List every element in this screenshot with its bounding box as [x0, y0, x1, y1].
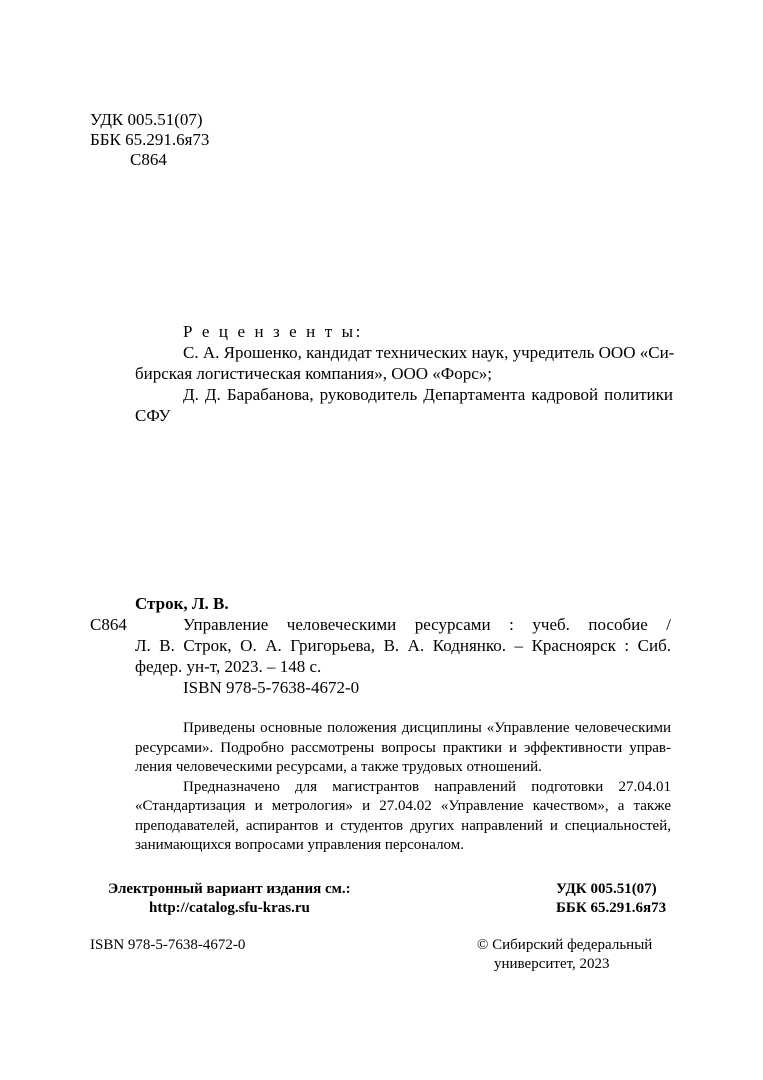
catalog-author: Строк, Л. В. [135, 594, 229, 613]
electronic-version-label: Электронный вариант издания см.: [108, 881, 351, 897]
copyright-line-2: университет, 2023 [494, 956, 610, 972]
reviewer-2-line-2: СФУ [135, 406, 171, 425]
reviewer-1-line-1: С. А. Ярошенко, кандидат технических наук, учредитель ООО «Си- [183, 343, 675, 362]
udk-code: УДК 005.51(07) [90, 110, 203, 129]
author-mark-code: С864 [130, 150, 167, 169]
reviewer-2-line-1: Д. Д. Барабанова, руководитель Департамента кадровой политики [183, 385, 673, 404]
footer-isbn: ISBN 978-5-7638-4672-0 [90, 937, 246, 953]
annotation-p2-line-4: занимающихся вопросами управления персоналом. [135, 837, 465, 853]
catalog-line-1: Управление человеческими ресурсами : учеб. пособие / [183, 615, 671, 634]
reviewers-block [135, 342, 673, 426]
annotation-p2-line-1: Предназначено для магистрантов направлений подготовки 27.04.01 [183, 778, 671, 795]
catalog-line-3: федер. ун-т, 2023. – 148 с. [135, 657, 322, 676]
electronic-version-url: http://catalog.sfu-kras.ru [149, 900, 310, 916]
annotation-p2-line-2: «Стандартизация и метрология» и 27.04.02 «Управление качеством», а также [135, 798, 671, 814]
annotation-p2-line-3: преподавателей, аспирантов и студентов других направлений и специальностей, [135, 817, 671, 834]
annotation-p1-line-2: ресурсами». Подробно рассмотрены вопросы практики и эффективности управ- [135, 739, 671, 756]
annotation [135, 719, 671, 856]
annotation-p1-line-3: ления человеческими ресурсами, а также трудовых отношений. [135, 759, 542, 775]
catalog-isbn: ISBN 978-5-7638-4672-0 [183, 678, 360, 697]
annotation-p1-line-1: Приведены основные положения дисциплины «Управление человеческими [183, 720, 671, 736]
catalog-description [135, 614, 671, 698]
footer-bbk: ББК 65.291.6я73 [556, 900, 667, 916]
reviewer-1-line-2: бирская логистическая компания», ООО «Форс»; [135, 364, 492, 383]
reviewers-heading: Р е ц е н з е н т ы: [183, 322, 363, 341]
footer-udk: УДК 005.51(07) [556, 881, 657, 897]
catalog-code: С864 [90, 615, 127, 634]
catalog-line-2: Л. В. Строк, О. А. Григорьева, В. А. Коднянко. – Красноярск : Сиб. [135, 636, 671, 655]
copyright-line-1: © Сибирский федеральный [477, 937, 653, 953]
bbk-code: ББК 65.291.6я73 [90, 130, 210, 149]
